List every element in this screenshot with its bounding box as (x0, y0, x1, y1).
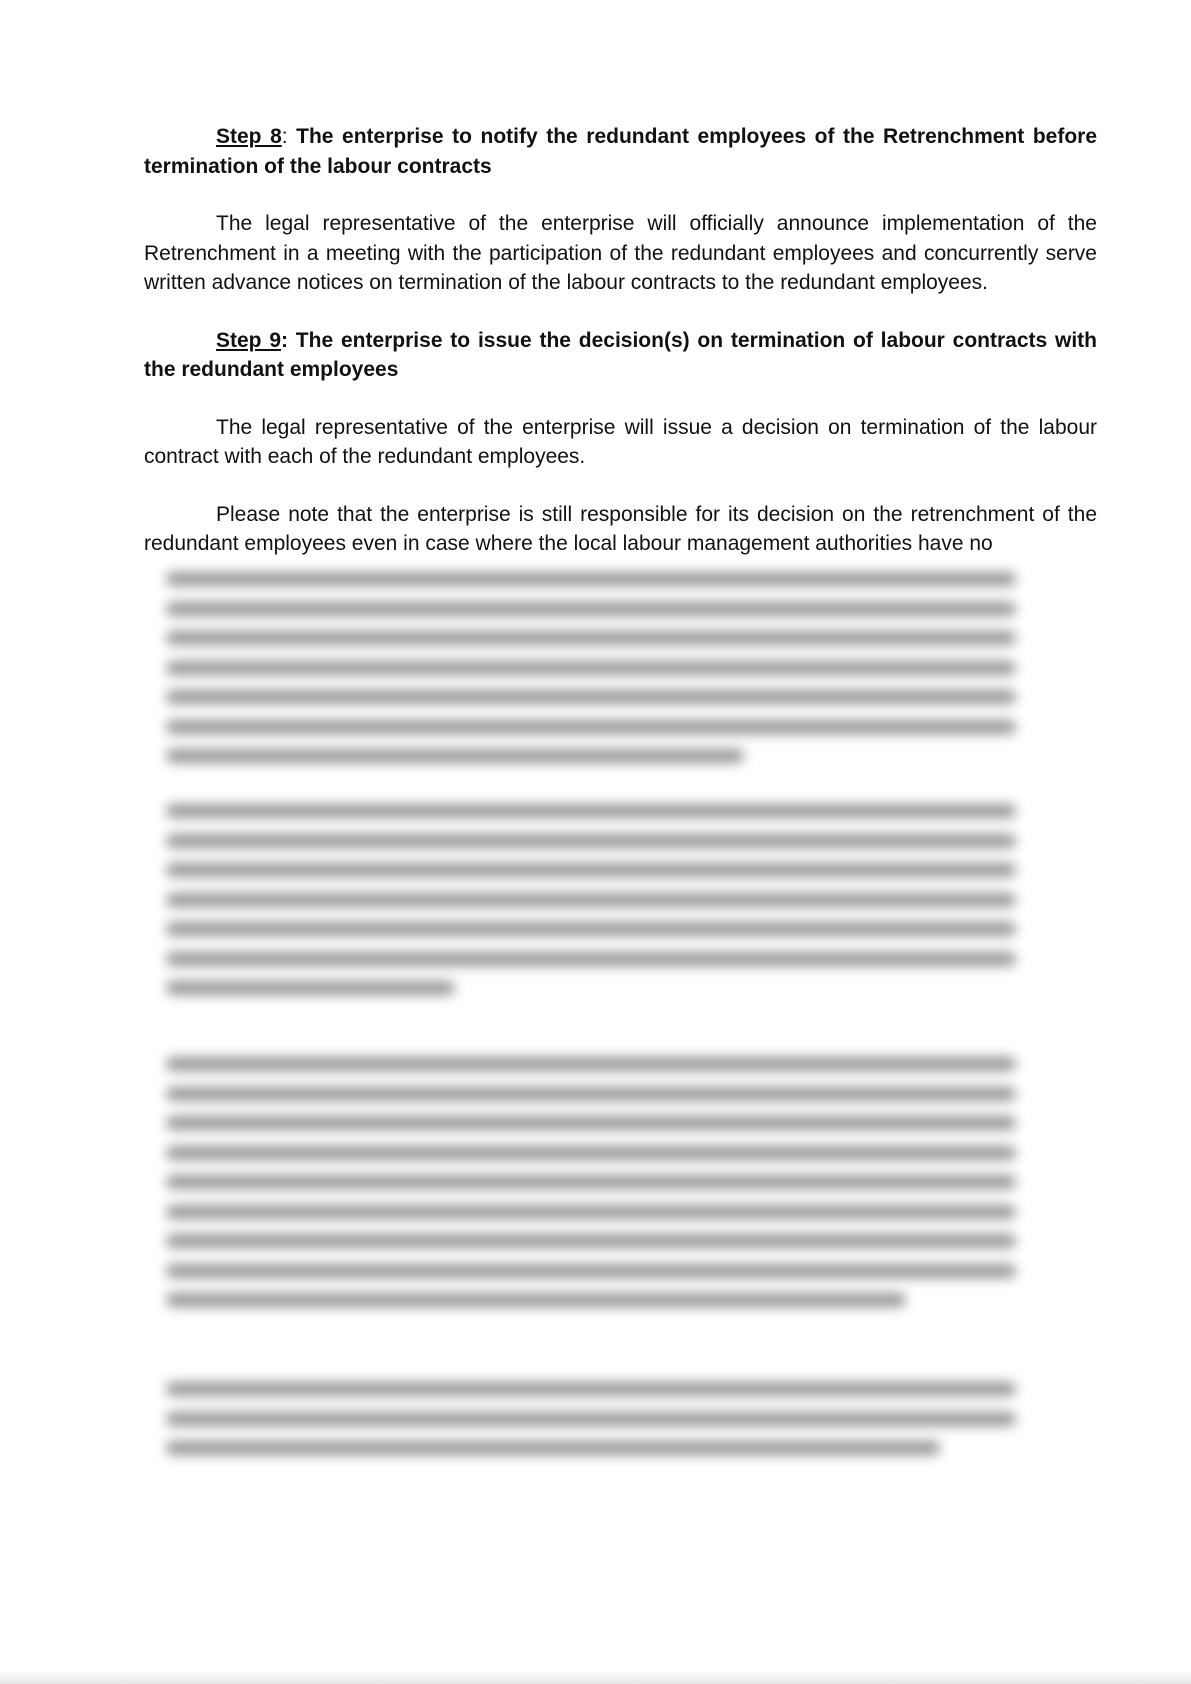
blurred-line (166, 749, 744, 763)
visible-text-area (144, 122, 1097, 559)
blurred-line (166, 1264, 1016, 1278)
step-9-body: The legal representative of the enterprise will issue a decision on termination of the labour contract with each of the redundant employees. (144, 415, 1097, 468)
blurred-line (166, 661, 1016, 675)
note-clip (144, 500, 1097, 559)
note-paragraph: Please note that the enterprise is still responsible for its decision on the retrenchment of the redundant employees even in case where the local labour management authorities have no (144, 502, 1097, 555)
blurred-line (166, 893, 1016, 907)
blurred-line (166, 1146, 1016, 1160)
step-9-label: Step 9 (216, 328, 281, 352)
blurred-line (166, 631, 1016, 645)
blurred-line (166, 1057, 1016, 1071)
blurred-line (166, 720, 1016, 734)
blurred-line (166, 1441, 940, 1455)
blurred-paragraph (166, 572, 1016, 779)
blurred-paragraph (166, 1057, 1016, 1323)
page-bottom-edge (0, 1670, 1191, 1684)
blurred-line (166, 1234, 1016, 1248)
blurred-line (166, 1293, 906, 1307)
step-8-body: The legal representative of the enterprise will officially announce implementation of the Retrenchment in a meeting with the participation of the redundant employees and concurrently serve written advance notices on termination of the labour contracts to the redundant employees. (144, 212, 1097, 294)
step-9-heading (144, 326, 1097, 385)
step-9-separator: : (281, 328, 288, 352)
blurred-line (166, 690, 1016, 704)
step-8-separator: : (281, 125, 288, 148)
blurred-preview-area (150, 560, 1030, 1480)
blurred-line (166, 602, 1016, 616)
blurred-paragraph (166, 804, 1016, 1011)
blurred-line (166, 952, 1016, 966)
blurred-line (166, 981, 455, 995)
blurred-line (166, 1205, 1016, 1219)
step-8-heading (144, 122, 1097, 181)
blurred-line (166, 1116, 1016, 1130)
blurred-line (166, 922, 1016, 936)
blurred-line (166, 1382, 1016, 1396)
blurred-line (166, 834, 1016, 848)
blurred-line (166, 1087, 1016, 1101)
blurred-line (166, 1175, 1016, 1189)
blurred-line (166, 804, 1016, 818)
blurred-line (166, 863, 1016, 877)
blurred-paragraph (166, 1382, 1016, 1471)
step-8-title: The enterprise to notify the redundant employees of the Retrenchment before termination of the labour contracts (144, 125, 1097, 178)
step-9-title: The enterprise to issue the decision(s) on termination of labour contracts with the redundant employees (144, 328, 1097, 381)
blurred-line (166, 1412, 1016, 1426)
blurred-line (166, 572, 1016, 586)
step-8-label: Step 8 (216, 125, 282, 148)
